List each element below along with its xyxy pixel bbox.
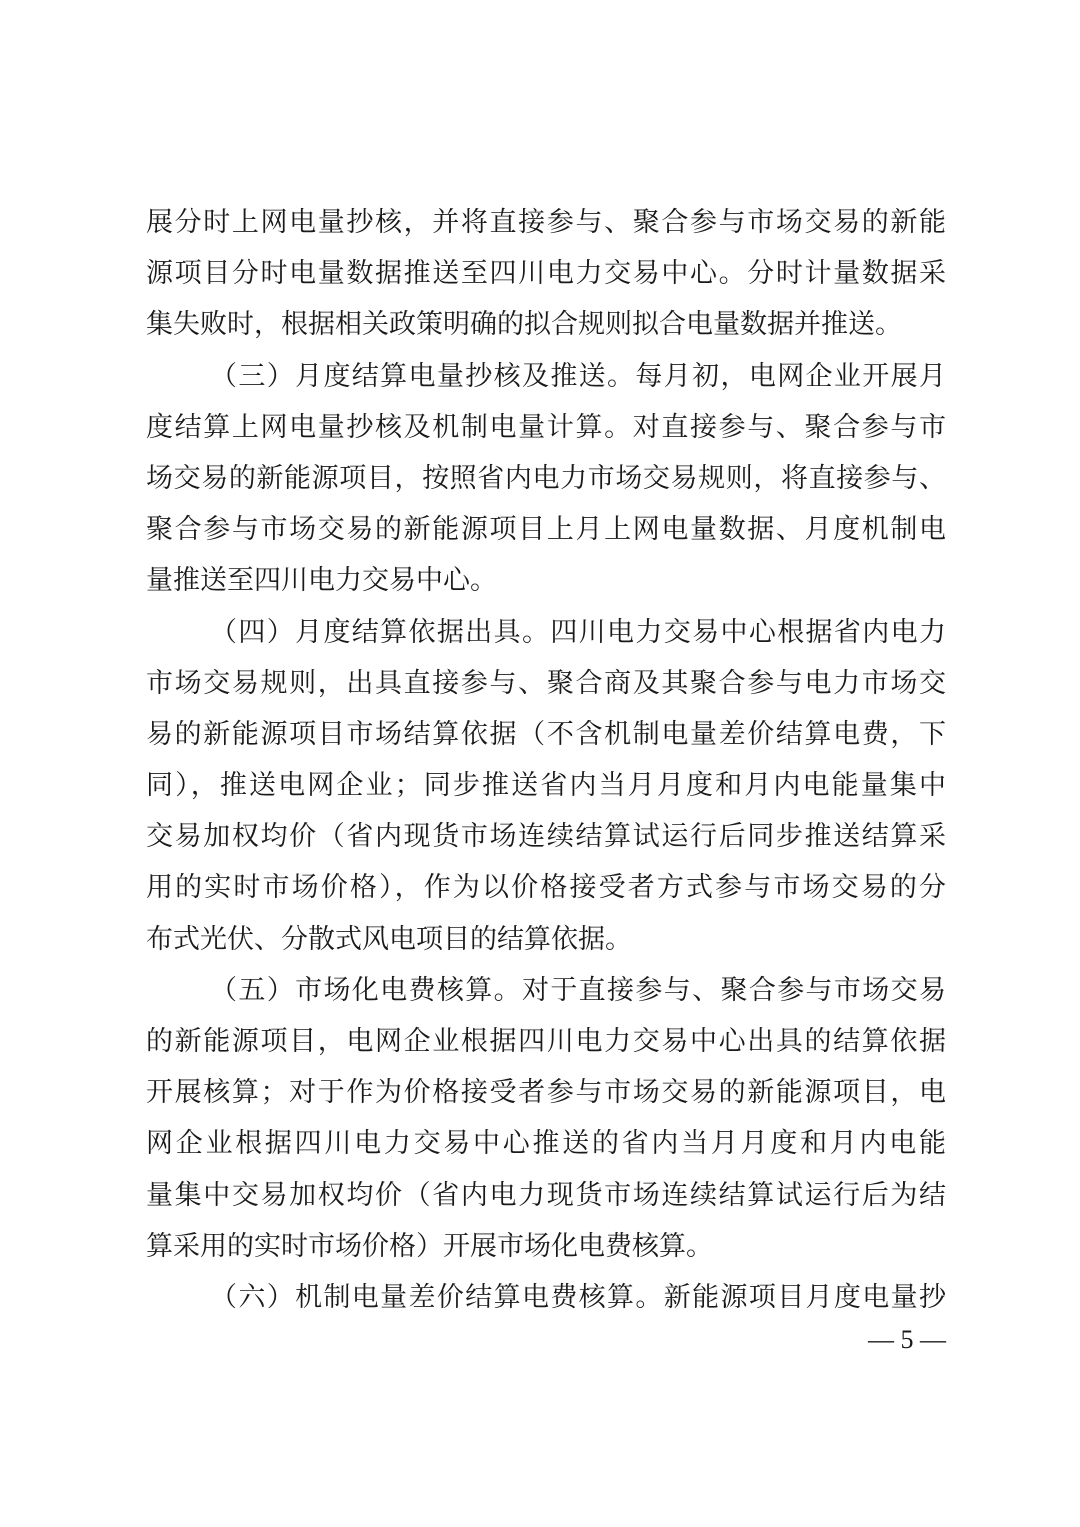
text-line: 量集中交易加权均价（省内电力现货市场连续结算试运行后为结 — [146, 1179, 946, 1211]
text-line: 量推送至四川电力交易中心。 — [146, 565, 497, 597]
text-line: 算采用的实时市场价格）开展市场化电费核算。 — [146, 1230, 713, 1262]
text-line: 交易加权均价（省内现货市场连续结算试运行后同步推送结算采 — [146, 821, 946, 853]
text-line: 开展核算；对于作为价格接受者参与市场交易的新能源项目，电 — [146, 1077, 946, 1109]
text-line: 展分时上网电量抄核，并将直接参与、聚合参与市场交易的新能 — [146, 207, 946, 238]
text-line: 布式光伏、分散式风电项目的结算依据。 — [146, 923, 632, 955]
text-line: 集失败时，根据相关政策明确的拟合规则拟合电量数据并推送。 — [146, 309, 902, 341]
text-line: 市场交易规则，出具直接参与、聚合商及其聚合参与电力市场交 — [146, 667, 946, 699]
text-line: 同），推送电网企业；同步推送省内当月月度和月内电能量集中 — [146, 770, 946, 802]
text-line: 源项目分时电量数据推送至四川电力交易中心。分时计量数据采 — [146, 258, 946, 290]
text-line: 聚合参与市场交易的新能源项目上月上网电量数据、月度机制电 — [146, 514, 946, 546]
text-line: （四）月度结算依据出具。四川电力交易中心根据省内电力 — [210, 616, 946, 648]
text-line: 网企业根据四川电力交易中心推送的省内当月月度和月内电能 — [146, 1128, 946, 1160]
text-line: （三）月度结算电量抄核及推送。每月初，电网企业开展月 — [210, 360, 946, 392]
text-line: （五）市场化电费核算。对于直接参与、聚合参与市场交易 — [210, 974, 946, 1006]
page-number: — 5 — — [868, 1325, 946, 1354]
text-line: （六）机制电量差价结算电费核算。新能源项目月度电量抄 — [210, 1281, 946, 1313]
text-line: 度结算上网电量抄核及机制电量计算。对直接参与、聚合参与市 — [146, 411, 946, 443]
text-line: 用的实时市场价格），作为以价格接受者方式参与市场交易的分 — [146, 872, 946, 904]
text-line: 易的新能源项目市场结算依据（不含机制电量差价结算电费，下 — [146, 718, 946, 750]
text-line: 的新能源项目，电网企业根据四川电力交易中心出具的结算依据 — [146, 1026, 946, 1057]
body-text — [146, 197, 946, 1323]
text-line: 场交易的新能源项目，按照省内电力市场交易规则，将直接参与、 — [146, 462, 946, 494]
